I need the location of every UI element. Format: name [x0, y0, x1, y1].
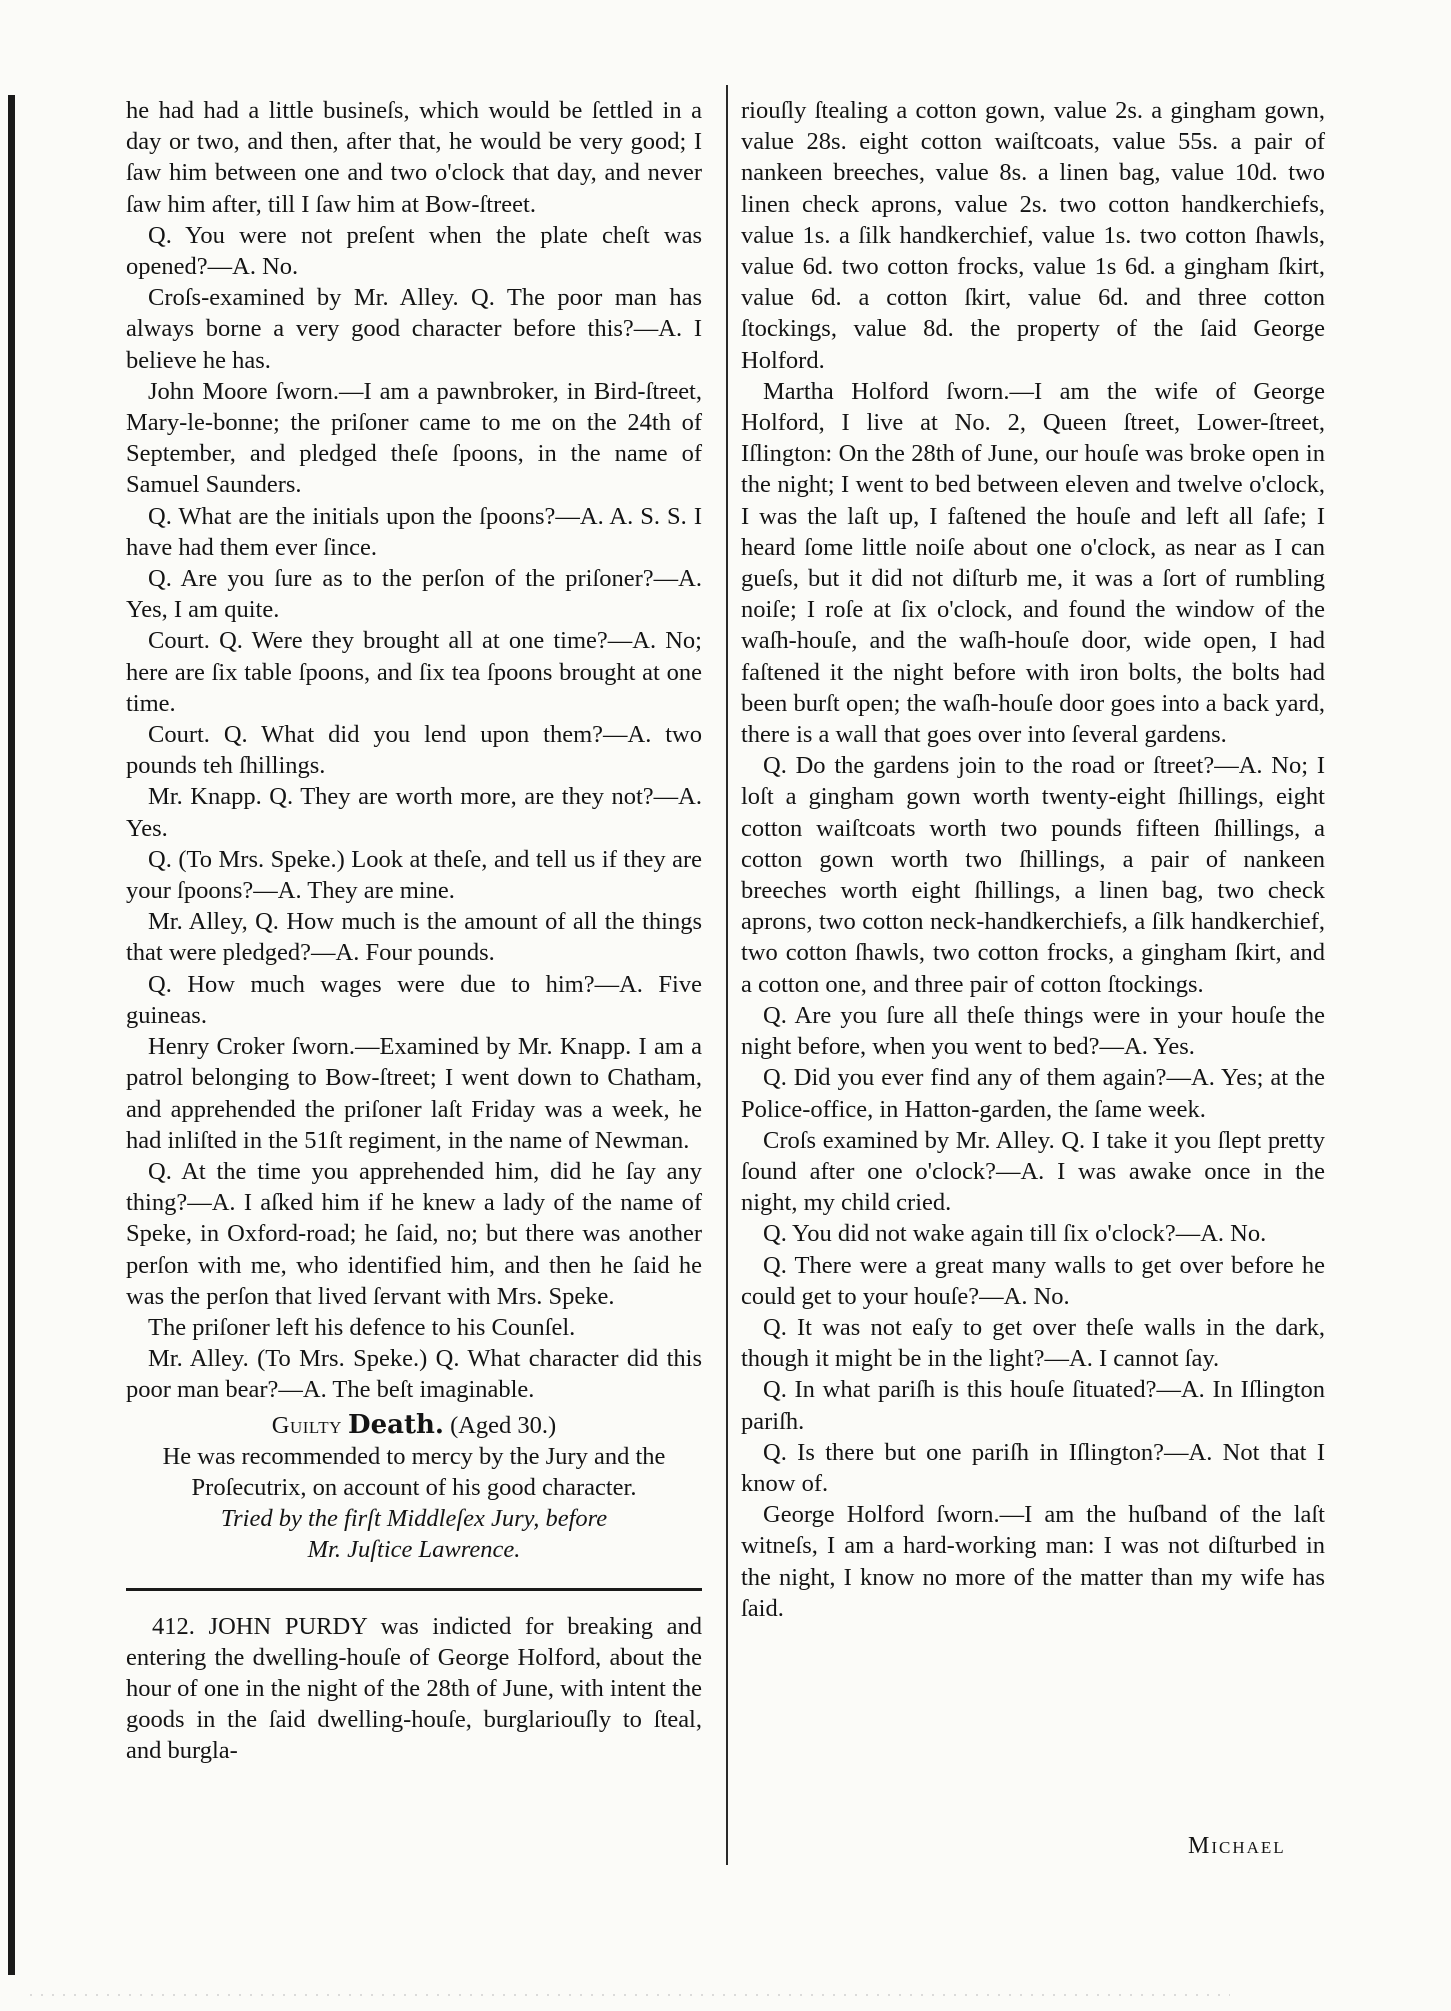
section-divider — [126, 1588, 702, 1591]
paragraph: Q. You were not preſent when the plate cheſt was opened?—A. No. — [126, 221, 702, 281]
page-edge-shadow — [8, 95, 15, 1975]
paragraph: Q. You did not wake again till ſix o'clock?—A. No. — [763, 1220, 1267, 1248]
paragraph: George Holford ſworn.—I am the huſband of the laſt witneſs, I am a hard-working man: I was not diſturbed in the night, I know no more of the matter than my wife has ſaid. — [741, 1501, 1325, 1622]
paragraph: Court. Q. What did you lend upon them?—A. two pounds teh ſhillings. — [126, 721, 702, 780]
judge-line: Mr. Juſtice Lawrence. — [307, 1536, 521, 1564]
paragraph: Q. It was not eaſy to get over theſe walls in the dark, though it might be in the light?—A. I cannot ſay. — [741, 1313, 1325, 1373]
paragraph: Q. How much wages were due to him?—A. Five guineas. — [126, 970, 702, 1029]
paragraph: Mr. Knapp. Q. They are worth more, are they not?—A. Yes. — [126, 783, 702, 842]
paragraph: Q. At the time you apprehended him, did he ſay any thing?—A. I aſked him if he knew a lady of the name of Speke, in Oxford-road; he ſaid, no; but there was another perſon with me, who identified him, and then he ſaid he was the perſon that lived ſervant with Mrs. Speke. — [126, 1157, 702, 1310]
paragraph: The priſoner left his defence to his Counſel. — [148, 1313, 576, 1341]
verdict-guilty: Guilty — [271, 1411, 342, 1439]
paragraph: Q. Are you ſure as to the perſon of the priſoner?—A. Yes, I am quite. — [126, 565, 702, 624]
paragraph: Q. Did you ever find any of them again?—A. Yes; at the Police-office, in Hatton-garden, the ſame week. — [741, 1064, 1325, 1123]
paragraph: Croſs examined by Mr. Alley. Q. I take it you ſlept pretty ſound after one o'clock?—A. I was awake once in the night, my child cried. — [741, 1126, 1325, 1217]
verdict-line — [126, 1410, 702, 1441]
column-divider — [726, 85, 728, 1865]
paragraph: Q. (To Mrs. Speke.) Look at theſe, and tell us if they are your ſpoons?—A. They are mine. — [126, 845, 702, 905]
paragraph: riouſly ſtealing a cotton gown, value 2s. a gingham gown, value 28s. eight cotton waiſtcoats, value 55s. a pair of nankeen breeches, value 8s. a linen bag, value 10d. two linen check aprons, value 2s. two cotton handkerchiefs, value 1s. a ſilk handkerchief, value 1s. two cotton ſhawls, value 6d. two cotton frocks, value 1s 6d. a gingham ſkirt, value 6d. a cotton ſkirt, value 6d. and three cotton ſtockings, value 8d. the property of the ſaid George Holford. — [741, 97, 1325, 374]
paragraph: Q. In what pariſh is this houſe ſituated?—A. In Iſlington pariſh. — [741, 1376, 1325, 1435]
paragraph: Mr. Alley, Q. How much is the amount of all the things that were pledged?—A. Four pounds. — [126, 908, 702, 967]
recommendation: He was recommended to mercy by the Jury and the Proſecutrix, on account of his good character. — [162, 1442, 666, 1501]
tried-line: Tried by the firſt Middleſex Jury, before — [220, 1505, 608, 1533]
verdict-death: Death. — [348, 1409, 444, 1440]
paragraph: Martha Holford ſworn.—I am the wife of George Holford, I live at No. 2, Queen ſtreet, Lower-ſtreet, Iſlington: On the 28th of June, our houſe was broke open in the night; I went to bed between eleven and twelve o'clock, I was the laſt up, I faſtened the houſe and left all ſafe; I heard ſome little noiſe about one o'clock, as near as I can gueſs, but it did not diſturb me, it was a ſort of rumbling noiſe; I roſe at ſix o'clock, and found the window of the waſh-houſe, and the waſh-houſe door, wide open, I had faſtened it the night before with iron bolts, the bolts had been burſt open; the waſh-houſe door goes into a back yard, there is a wall that goes over into ſeveral gardens. — [741, 377, 1325, 749]
paragraph: he had had a little busineſs, which would be ſettled in a day or two, and then, after that, he would be very good; I ſaw him between one and two o'clock that day, and never ſaw him after, till I ſaw him at Bow-ſtreet. — [126, 97, 702, 218]
paragraph: Q. What are the initials upon the ſpoons?—A. A. S. S. I have had them ever ſince. — [126, 502, 702, 561]
paragraph: Mr. Alley. (To Mrs. Speke.) Q. What character did this poor man bear?—A. The beſt imaginable. — [126, 1345, 702, 1404]
paragraph: Q. Is there but one pariſh in Iſlington?—A. Not that I know of. — [741, 1438, 1325, 1497]
paragraph: Court. Q. Were they brought all at one time?—A. No; here are ſix table ſpoons, and ſix tea ſpoons brought at one time. — [126, 627, 702, 717]
right-column — [741, 95, 1325, 1624]
catchword: Michael — [1188, 1833, 1286, 1859]
paragraph: Q. Are you ſure all theſe things were in your houſe the night before, when you went to bed?—A. Yes. — [741, 1001, 1325, 1061]
paragraph: Q. Do the gardens join to the road or ſtreet?—A. No; I loſt a gingham gown worth twenty-eight ſhillings, eight cotton waiſtcoats worth two pounds fifteen ſhillings, a cotton gown worth two ſhillings, a pair of nankeen breeches worth eight ſhillings, a linen bag, two check aprons, two cotton neck-handkerchiefs, a ſilk handkerchief, two cotton ſhawls, two cotton frocks, a gingham ſkirt, and a cotton one, and three pair of cotton ſtockings. — [741, 752, 1325, 998]
paragraph: John Moore ſworn.—I am a pawnbroker, in Bird-ſtreet, Mary-le-bonne; the priſoner came to me on the 24th of September, and pledged theſe ſpoons, in the name of Samuel Saunders. — [126, 377, 702, 499]
paragraph: Croſs-examined by Mr. Alley. Q. The poor man has always borne a very good character before this?—A. I believe he has. — [126, 284, 702, 374]
left-column — [126, 95, 702, 1767]
paragraph: Henry Croker ſworn.—Examined by Mr. Knapp. I am a patrol belonging to Bow-ſtreet; I went down to Chatham, and apprehended the priſoner laſt Friday was a week, he had inliſted in the 51ſt regiment, in the name of Newman. — [126, 1033, 702, 1154]
indictment-paragraph: 412. JOHN PURDY was indicted for breaking and entering the dwelling-houſe of George Holford, about the hour of one in the night of the 28th of June, with intent the goods in the ſaid dwelling-houſe, burglariouſly to ſteal, and burgla- — [126, 1612, 702, 1765]
verdict-age: (Aged 30.) — [450, 1411, 557, 1439]
scan-speckle — [30, 1994, 1230, 1996]
paragraph: Q. There were a great many walls to get over before he could get to your houſe?—A. No. — [741, 1251, 1325, 1310]
